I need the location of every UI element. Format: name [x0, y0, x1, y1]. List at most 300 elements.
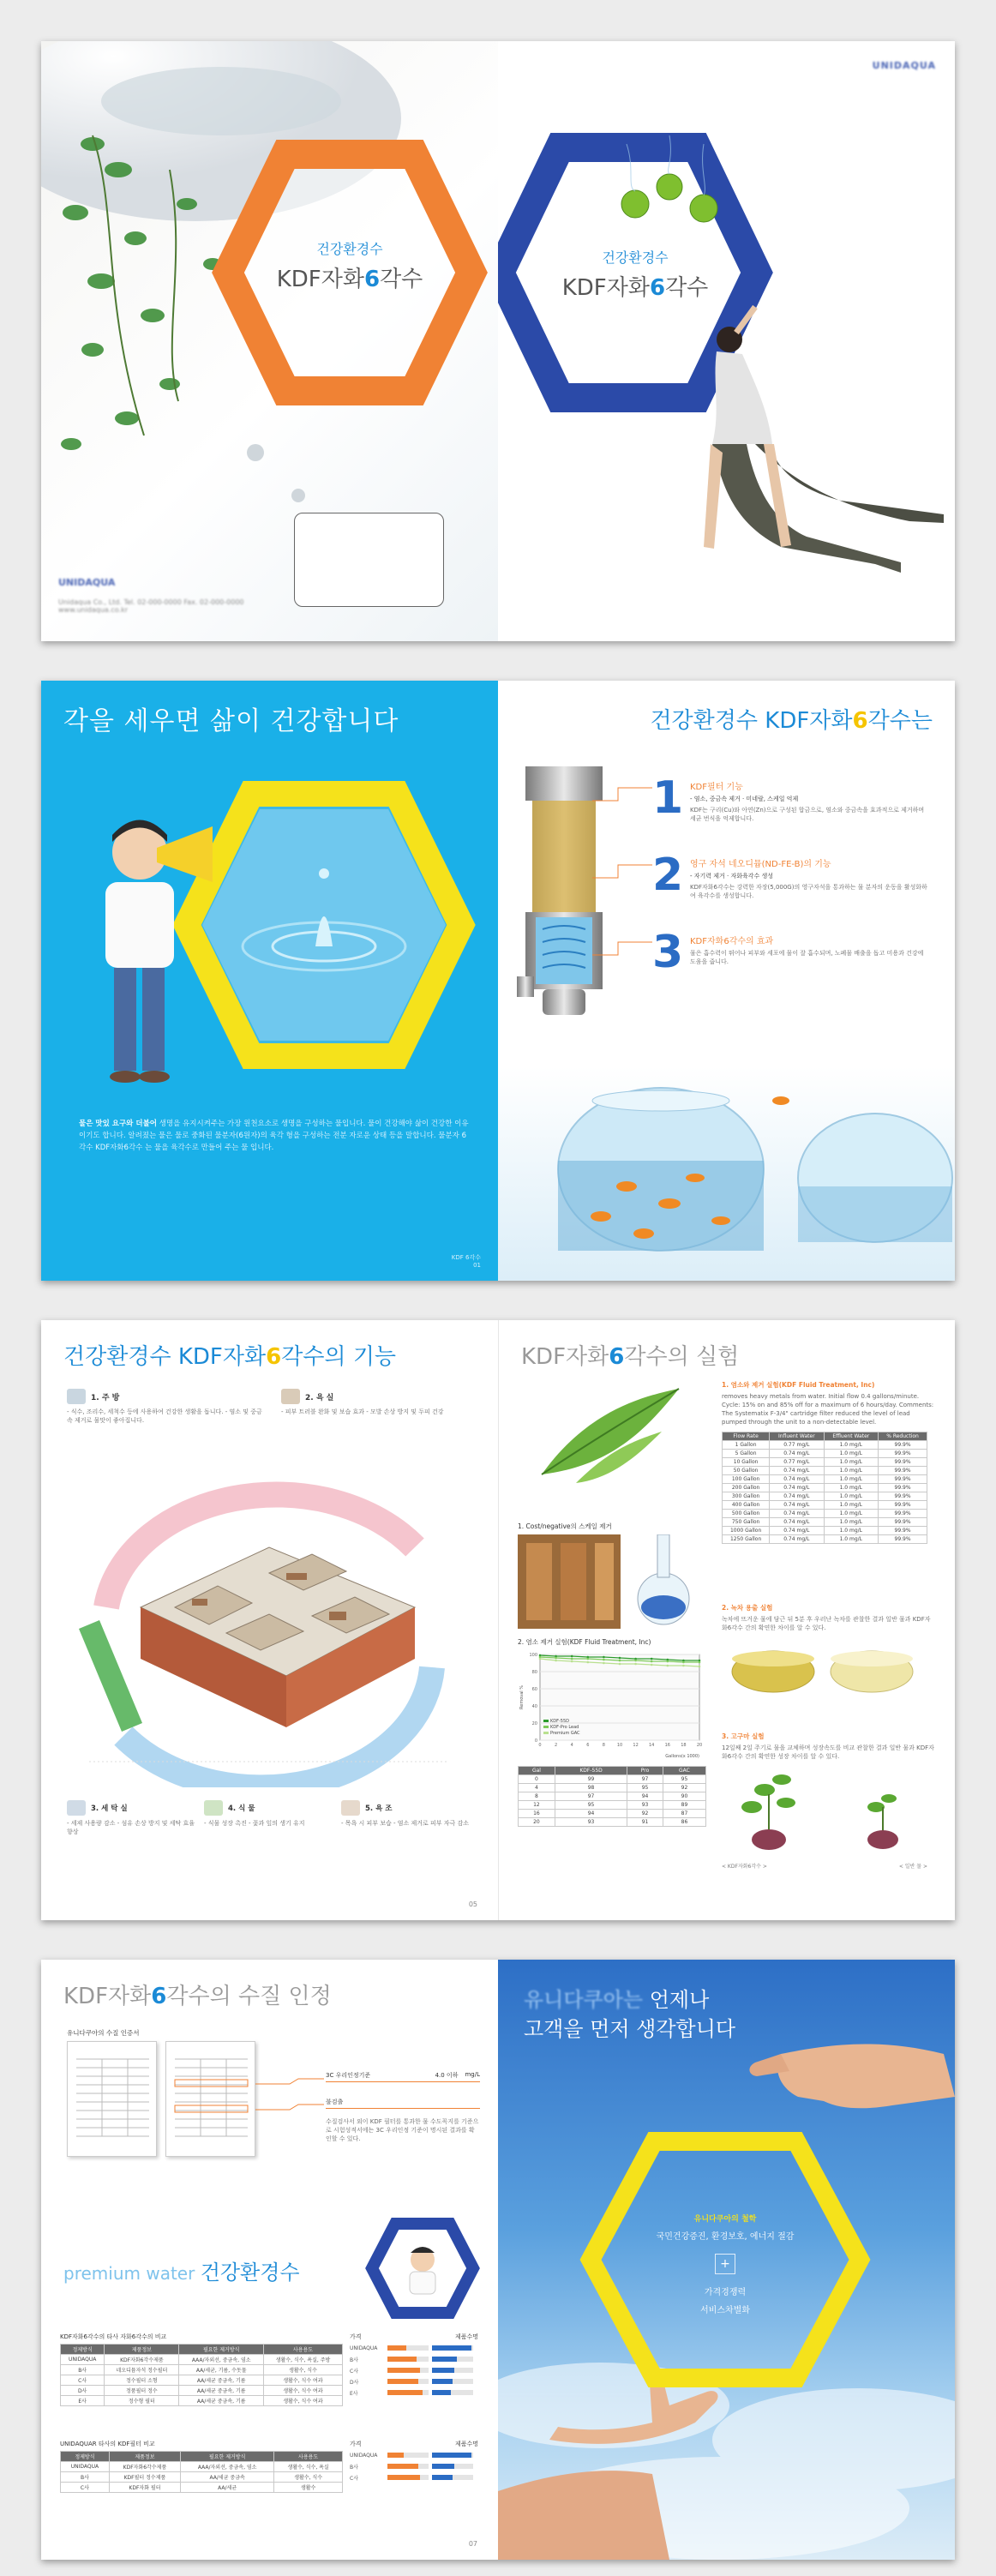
function-item — [67, 1389, 264, 1425]
function-bottom-items — [67, 1800, 478, 1894]
feature-item — [652, 772, 935, 856]
table-header-cell: 정제방식 — [61, 2345, 105, 2355]
table-cell: 0.74 mg/L — [770, 1518, 824, 1527]
table-cell: AA/세균 중금속 — [181, 2472, 274, 2483]
intro-right-title-num: 6 — [852, 708, 868, 734]
data-point — [651, 1664, 653, 1666]
function-item-heading: 3. 세 탁 실 — [91, 1804, 128, 1813]
experiment-1-label: 1. 염소와 제거 실험(KDF Fluid Treatment, Inc) — [722, 1381, 875, 1389]
experiment-title-num: 6 — [609, 1344, 625, 1370]
table-cell: 99.9% — [879, 1527, 927, 1535]
cover-left-sticker-box — [294, 513, 444, 607]
bar-track — [387, 2475, 429, 2480]
table-row — [519, 1818, 706, 1827]
feature-item — [652, 927, 935, 1011]
table-cell: 20 — [519, 1818, 555, 1827]
table-2-title: UNIDAQUAR 타사의 KDF필터 비교 — [60, 2441, 155, 2447]
legend-label: Premium GAC — [550, 1731, 580, 1736]
y-tick-label: 0 — [534, 1738, 537, 1744]
experiment-1 — [722, 1380, 936, 1544]
feature-heading: KDF자화6각수의 효과 — [690, 937, 774, 946]
feature-connector-lines — [592, 784, 661, 981]
table-cell: 5 Gallon — [723, 1450, 770, 1458]
table-header-cell: Influent Water — [770, 1432, 824, 1441]
feature-body: KDF는 구리(Cu)와 아연(Zn)으로 구성된 합금으로, 염소와 중금속을 효과적으로 제거하며 세균 번식을 억제합니다. — [690, 807, 925, 822]
table-cell: 99.9% — [879, 1510, 927, 1518]
table-cell: D사 — [61, 2386, 105, 2396]
table-cell: 99.9% — [879, 1501, 927, 1510]
philosophy-line-2: 서비스차별화 — [700, 2306, 750, 2315]
bar-fill-price — [387, 2453, 404, 2458]
table-row — [519, 1792, 706, 1801]
table-cell: 정품필터 정수 — [105, 2386, 179, 2396]
table-cell: UNIDAQUA — [61, 2462, 110, 2472]
bar-chart-2-header-b: 제품수명 — [454, 2441, 478, 2447]
yellow-hexagon — [178, 784, 470, 1066]
table-row — [61, 2386, 343, 2396]
data-point — [603, 1662, 605, 1665]
table-cell: AA/세균 중금속, 기름 — [179, 2386, 264, 2396]
sweet-potato-plants-photo — [722, 1764, 927, 1858]
table-cell: 0.74 mg/L — [770, 1527, 824, 1535]
x-tick-label: 8 — [602, 1743, 605, 1748]
table-cell: AA/세균 중금속, 기름 — [179, 2396, 264, 2406]
bar-row — [350, 2388, 478, 2397]
table-cell: 0 — [519, 1775, 555, 1784]
table-cell: 87 — [663, 1810, 705, 1818]
table-cell: AAA/자외선, 중금속, 염소 — [179, 2355, 264, 2365]
bar-row — [350, 2366, 478, 2375]
bar-track — [432, 2390, 473, 2395]
table-header-cell: 사용용도 — [274, 2452, 343, 2462]
table-cell: 0.74 mg/L — [770, 1467, 824, 1475]
table-cell: 99 — [555, 1775, 627, 1784]
table-cell: 99.9% — [879, 1535, 927, 1544]
cover-left-hex-text — [247, 238, 453, 293]
y-tick-label: 80 — [531, 1670, 537, 1675]
chart-table-header: Gal — [519, 1767, 555, 1775]
bar-fill-life — [432, 2357, 457, 2362]
table-cell: 100 Gallon — [723, 1475, 770, 1484]
intro-left-page-label: KDF 6각수 — [451, 1254, 481, 1261]
table-cell: 99.9% — [879, 1441, 927, 1450]
philosophy-box — [618, 2213, 832, 2315]
table-cell: 1.0 mg/L — [824, 1475, 879, 1484]
table-row — [723, 1510, 927, 1518]
table-cell: 생활수, 식수 — [264, 2365, 343, 2375]
bar-chart-1-header-b: 제품수명 — [454, 2333, 478, 2340]
green-tea-cups-photo — [722, 1637, 927, 1697]
intro-right-page — [498, 681, 955, 1281]
data-point — [682, 1665, 685, 1667]
bar-track — [387, 2345, 429, 2351]
chlorine-removal-chart — [518, 1648, 706, 1759]
table-cell: KDF자화6각수제품 — [109, 2462, 180, 2472]
table-row — [723, 1501, 927, 1510]
experiment-2 — [722, 1603, 936, 1701]
function-item-body: - 식물 성장 촉진 - 꽃과 잎의 생기 유지 — [204, 1820, 305, 1827]
hex-title-a-right: KDF자화 — [561, 275, 650, 301]
table-1-title: KDF자화6각수의 타사 자화6각수의 비교 — [60, 2333, 167, 2340]
x-tick-label: 18 — [681, 1743, 687, 1748]
data-point — [634, 1663, 637, 1666]
data-point — [667, 1665, 669, 1667]
table-cell: AAA/자외선, 중금속, 염소 — [181, 2462, 274, 2472]
feature-heading: 영구 자석 네오디뮴(ND-FE-B)의 기능 — [690, 860, 831, 869]
table-cell: 0.77 mg/L — [770, 1458, 824, 1467]
table-row — [723, 1441, 927, 1450]
function-item-heading: 2. 욕 실 — [305, 1393, 334, 1402]
hex-title-num-right: 6 — [649, 275, 666, 301]
experiment-title — [521, 1339, 739, 1371]
bar-row — [350, 2462, 478, 2471]
bar-track — [432, 2368, 473, 2373]
table-cell: 10 Gallon — [723, 1458, 770, 1467]
table-cell: E사 — [61, 2396, 105, 2406]
x-axis-label: Gallons(x 1000) — [665, 1754, 699, 1759]
y-axis-label: Removal % — [519, 1684, 525, 1710]
copper-label: 1. Cost/negative의 스케일 제거 — [518, 1522, 612, 1530]
feature-sub: - 염소, 중금속 제거 · 미네랄, 스케일 억제 — [690, 796, 799, 802]
table-cell: 0.74 mg/L — [770, 1450, 824, 1458]
callout-lines — [255, 2075, 324, 2127]
bar-row — [350, 2344, 478, 2352]
bar-track — [387, 2390, 429, 2395]
navy-hexagon-small — [367, 2217, 478, 2320]
experiment-1-table — [722, 1432, 927, 1544]
bar-row — [350, 2451, 478, 2459]
table-cell: C사 — [61, 2375, 105, 2386]
table-cell: 1.0 mg/L — [824, 1467, 879, 1475]
data-point — [682, 1661, 685, 1664]
fishbowls-illustration — [498, 1066, 955, 1281]
x-tick-label: 10 — [616, 1743, 623, 1748]
table-cell: 91 — [627, 1818, 663, 1827]
bar-row — [350, 2355, 478, 2363]
table-row — [723, 1484, 927, 1492]
legend-swatch — [543, 1726, 549, 1728]
table-header-cell: 필요한 제거방식 — [181, 2452, 274, 2462]
intro-left-body-text: 생명을 유지시켜주는 가장 원천요소로 생명을 구성하는 물입니다. 물이 건강해야 삶이 건강한 이유이기도 합니다. 알려졌는 물은 물로 중화된 물분자(6원자)의 육각 형을 구성하는 전분 자로운 상태 등을 말합니다. 물분자 6각수 KDF자화6각수 는 물을 육각수로 만들어 주는 물 입니다. — [79, 1120, 469, 1152]
table-row — [723, 1475, 927, 1484]
table-row — [61, 2483, 343, 2493]
premium-water-a: premium water — [63, 2263, 195, 2284]
bar-track — [387, 2368, 429, 2373]
table-cell: 0.74 mg/L — [770, 1484, 824, 1492]
legend-label: KDF-55D — [550, 1719, 570, 1724]
table-cell: 1.0 mg/L — [824, 1484, 879, 1492]
table-cell: 97 — [627, 1775, 663, 1784]
bar-label: UNIDAQUA — [350, 2345, 378, 2351]
bar-fill-price — [387, 2379, 418, 2384]
bar-fill-price — [387, 2390, 423, 2395]
data-point — [603, 1656, 605, 1659]
table-cell: 99.9% — [879, 1492, 927, 1501]
boy-with-megaphone — [84, 801, 221, 1109]
bar-fill-life — [432, 2390, 451, 2395]
bar-chart-1-header-a: 가격 — [350, 2333, 362, 2340]
bar-label: C사 — [350, 2368, 358, 2375]
table-cell: 생활수, 식수, 욕실, 주방 — [264, 2355, 343, 2365]
table-header-cell: Effluent Water — [824, 1432, 879, 1441]
callout-body: 수질검사서 외이 KDF 필터를 통과한 물 수도꼭지를 기준으로 시험성적서에는 3C 우리인정 기준이 명시된 결과를 확인할 수 있다. — [326, 2118, 479, 2142]
table-cell: 500 Gallon — [723, 1510, 770, 1518]
premium-water-b: 건강환경수 — [200, 2261, 300, 2285]
x-tick-label: 16 — [664, 1743, 670, 1748]
table-cell: 1.0 mg/L — [824, 1492, 879, 1501]
intro-right-title-a: 건강환경수 KDF자화 — [650, 708, 853, 734]
table-header-cell: Flow Rate — [723, 1432, 770, 1441]
y-tick-label: 20 — [531, 1721, 537, 1726]
chart-table-header: Pro — [627, 1767, 663, 1775]
intro-left-page-no: 01 — [473, 1262, 481, 1269]
table-cell: 1 Gallon — [723, 1441, 770, 1450]
data-point — [634, 1660, 637, 1662]
table-cell: 750 Gallon — [723, 1518, 770, 1527]
intro-left-title: 각을 세우면 삶이 건강합니다 — [63, 706, 399, 736]
table-cell: 99.9% — [879, 1475, 927, 1484]
data-point — [571, 1658, 573, 1660]
data-point — [587, 1661, 590, 1664]
bar-label: B사 — [350, 2357, 358, 2363]
feature-heading: KDF필터 기능 — [690, 783, 743, 792]
table-cell: KDF자화6각수제품 — [105, 2355, 179, 2365]
table-cell: 0.74 mg/L — [770, 1492, 824, 1501]
bar-row — [350, 2473, 478, 2482]
certification-title-num: 6 — [151, 1984, 167, 2009]
table-cell: 정수형 필터 — [105, 2396, 179, 2406]
table-row — [519, 1775, 706, 1784]
table-cell: 1.0 mg/L — [824, 1535, 879, 1544]
data-point — [587, 1658, 590, 1660]
x-tick-label: 12 — [633, 1743, 639, 1748]
premium-water-heading — [63, 2255, 300, 2285]
hex-title-a: KDF자화 — [276, 267, 364, 292]
table-cell: 8 — [519, 1792, 555, 1801]
feature-item — [652, 850, 935, 934]
bar-chart-2-header-a: 가격 — [350, 2441, 362, 2447]
table-row — [723, 1518, 927, 1527]
kitchen-icon — [67, 1389, 86, 1404]
experiment-1-body: removes heavy metals from water. Initial flow 0.4 gallons/minute. Cycle: 15% on and 85% off for a maximum of 6 hours/day. Comments: The Systematix F-3/4" cartridge filter reduced the level of lead pumped through the unit to a non-detectable level. — [722, 1393, 934, 1426]
bar-label: B사 — [350, 2464, 358, 2471]
bar-fill-life — [432, 2475, 453, 2480]
legend-swatch — [543, 1732, 549, 1734]
philosophy-line-1: 가격경쟁력 — [704, 2288, 747, 2297]
experiment-3-body: 12일째 2일 주기로 물을 교체하며 성장속도를 비교 관찰한 결과 일반 물과 KDF자화6각수 간의 확연한 성장 차이를 알 수 있다. — [722, 1744, 934, 1760]
table-cell: AA/세균, 기름, 수돗물 — [179, 2365, 264, 2375]
certification-title — [63, 1979, 332, 2010]
data-point — [619, 1660, 621, 1662]
table-cell: B사 — [61, 2365, 105, 2375]
bar-label: C사 — [350, 2475, 358, 2482]
x-tick-label: 20 — [696, 1743, 703, 1748]
table-cell: 98 — [555, 1784, 627, 1792]
table-cell: 99.9% — [879, 1484, 927, 1492]
bar-fill-life — [432, 2453, 471, 2458]
y-tick-label: 100 — [529, 1653, 537, 1658]
table-header-cell: 사용용도 — [264, 2345, 343, 2355]
chart-label: 2. 염소 제거 실험(KDF Fluid Treatment, Inc) — [518, 1638, 651, 1646]
function-left-page — [41, 1320, 498, 1920]
function-title-num: 6 — [266, 1344, 282, 1370]
table-cell: 1.0 mg/L — [824, 1527, 879, 1535]
table-row — [61, 2396, 343, 2406]
table-cell: KDF자화 필터 — [109, 2483, 180, 2493]
table-cell: 90 — [663, 1792, 705, 1801]
table-header-cell: 제품정보 — [109, 2452, 180, 2462]
cert-doc-label: 유니다쿠아의 수질 인증서 — [67, 2029, 140, 2037]
table-cell: 92 — [663, 1784, 705, 1792]
certification-page-no: 07 — [468, 2540, 477, 2548]
table-row — [723, 1535, 927, 1544]
callout-2-label: 불검출 — [326, 2098, 480, 2109]
bar-fill-life — [432, 2379, 453, 2384]
intro-left-page — [41, 681, 498, 1281]
philosophy-title: 유니다쿠아의 철학 — [693, 2215, 757, 2224]
bathtub-icon — [341, 1800, 360, 1816]
hex-title-right — [532, 270, 738, 302]
cert-callouts — [326, 2071, 480, 2143]
hex-title-b-right: 각수 — [665, 275, 709, 301]
bar-fill-price — [387, 2475, 420, 2480]
hex-title-num: 6 — [363, 267, 381, 292]
table-cell: 생활수, 식수 여과 — [264, 2375, 343, 2386]
table-cell: 네오디뮴자석 정수필터 — [105, 2365, 179, 2375]
function-item-heading: 1. 주 방 — [91, 1393, 120, 1402]
experiment-3-label: 3. 고구마 실험 — [722, 1732, 765, 1740]
data-point — [667, 1660, 669, 1663]
table-header-cell: 제품정보 — [105, 2345, 179, 2355]
copper-pipe-photo — [518, 1534, 706, 1629]
callout-1-unit: mg/L — [465, 2071, 480, 2078]
table-row — [519, 1784, 706, 1792]
cert-doc-2 — [165, 2041, 255, 2157]
data-point — [571, 1660, 573, 1663]
certification-title-a: KDF자화 — [63, 1984, 152, 2009]
table-row — [519, 1801, 706, 1810]
chart-data-table — [518, 1766, 706, 1827]
data-point — [555, 1660, 557, 1662]
bar-row — [350, 2377, 478, 2386]
function-item-heading: 4. 식 물 — [228, 1804, 255, 1813]
data-point — [699, 1666, 701, 1668]
bar-label: E사 — [350, 2390, 358, 2397]
table-cell: 0.74 mg/L — [770, 1535, 824, 1544]
laundry-icon — [67, 1800, 86, 1816]
spread-cover — [41, 41, 955, 641]
feature-body: KDF자화6각수는 강력한 자장(5,000G)의 영구자석을 통과하는 물 분자의 운동을 활성화하여 육각수를 생성합니다. — [690, 884, 927, 899]
feature-body: 물은 흡수력이 뛰어나 피부와 세포에 물이 잘 흡수되며, 노폐물 배출을 돕고 미용과 건강에 도움을 줍니다. — [690, 950, 924, 965]
philosophy-right-page — [498, 1960, 955, 2560]
table-cell: 99.9% — [879, 1518, 927, 1527]
experiment-title-b: 각수의 실험 — [624, 1344, 740, 1370]
house-cutaway-illustration — [55, 1479, 483, 1787]
bar-fill-price — [387, 2464, 418, 2469]
table-row — [61, 2462, 343, 2472]
certification-left-page — [41, 1960, 498, 2560]
feature-number: 3 — [652, 927, 684, 978]
function-title — [63, 1339, 396, 1371]
bar-track — [432, 2475, 473, 2480]
function-item — [67, 1800, 195, 1836]
table-row — [61, 2375, 343, 2386]
table-cell: 1.0 mg/L — [824, 1458, 879, 1467]
table-cell: B사 — [61, 2472, 110, 2483]
table-cell: 생활수, 식수, 욕실 — [274, 2462, 343, 2472]
philosophy-headline — [524, 1985, 735, 2044]
table-cell: 94 — [627, 1792, 663, 1801]
legend-swatch — [543, 1720, 549, 1722]
table-cell: 1.0 mg/L — [824, 1501, 879, 1510]
intro-left-body — [79, 1118, 469, 1154]
x-tick-label: 14 — [649, 1743, 655, 1748]
intro-right-title — [650, 703, 933, 735]
bathroom-icon — [281, 1389, 300, 1404]
table-header-cell: % Reduction — [879, 1432, 927, 1441]
chart-table-header: GAC — [663, 1767, 705, 1775]
function-item — [341, 1800, 470, 1828]
x-tick-label: 0 — [538, 1743, 542, 1748]
table-cell: 99.9% — [879, 1467, 927, 1475]
bar-track — [387, 2379, 429, 2384]
table-cell: 95 — [627, 1784, 663, 1792]
table-cell: 93 — [555, 1818, 627, 1827]
data-point — [619, 1657, 621, 1660]
function-title-a: 건강환경수 KDF자화 — [63, 1344, 267, 1370]
table-cell: 생활수, 식수 여과 — [264, 2396, 343, 2406]
intro-left-body-lead: 물은 맛있 요구와 더불어 — [79, 1120, 157, 1128]
experiment-3 — [722, 1732, 936, 1870]
feature-sub: - 자기력 제거 · 자화육각수 생성 — [690, 873, 774, 880]
table-cell: 4 — [519, 1784, 555, 1792]
table-cell: 1.0 mg/L — [824, 1450, 879, 1458]
table-cell: 정수필터 소형 — [105, 2375, 179, 2386]
hex-title — [247, 261, 453, 293]
experiment-2-body: 녹차에 뜨거운 물에 담근 뒤 5분 후 우러난 녹차를 관찰한 결과 일반 물과 KDF자화6각수 간의 확연한 차이를 알 수 있다. — [722, 1616, 931, 1631]
plant-icon — [204, 1800, 223, 1816]
table-cell: 0.74 mg/L — [770, 1510, 824, 1518]
plus-icon: + — [715, 2254, 735, 2274]
table-header-cell: 정제방식 — [61, 2452, 110, 2462]
data-point — [539, 1658, 542, 1660]
plant-label-normal: < 일반 물 > — [898, 1864, 927, 1870]
bar-label: D사 — [350, 2379, 359, 2386]
table-row — [723, 1450, 927, 1458]
bar-chart-1 — [350, 2333, 478, 2399]
spread-function-experiment — [41, 1320, 955, 1920]
table-row — [61, 2355, 343, 2365]
function-item-body: - 세제 사용량 감소 - 섬유 손상 방지 및 세탁 효율 향상 — [67, 1820, 195, 1835]
table-header-cell: 필요한 제거방식 — [179, 2345, 264, 2355]
comparison-table-2 — [60, 2440, 343, 2493]
table-row — [723, 1467, 927, 1475]
experiment-title-a: KDF자화 — [521, 1344, 609, 1370]
bar-fill-life — [432, 2345, 471, 2351]
table-cell: 16 — [519, 1810, 555, 1818]
table-cell: C사 — [61, 2483, 110, 2493]
experiment-right-page — [498, 1320, 955, 1920]
spread-certification — [41, 1960, 955, 2560]
table-cell: 95 — [555, 1801, 627, 1810]
bar-track — [387, 2453, 429, 2458]
x-tick-label: 6 — [586, 1743, 590, 1748]
table-cell: 99.9% — [879, 1458, 927, 1467]
table-row — [723, 1527, 927, 1535]
intro-left-folio — [452, 1253, 481, 1269]
apples-and-woman-illustration — [498, 41, 955, 641]
table-cell: 1000 Gallon — [723, 1527, 770, 1535]
